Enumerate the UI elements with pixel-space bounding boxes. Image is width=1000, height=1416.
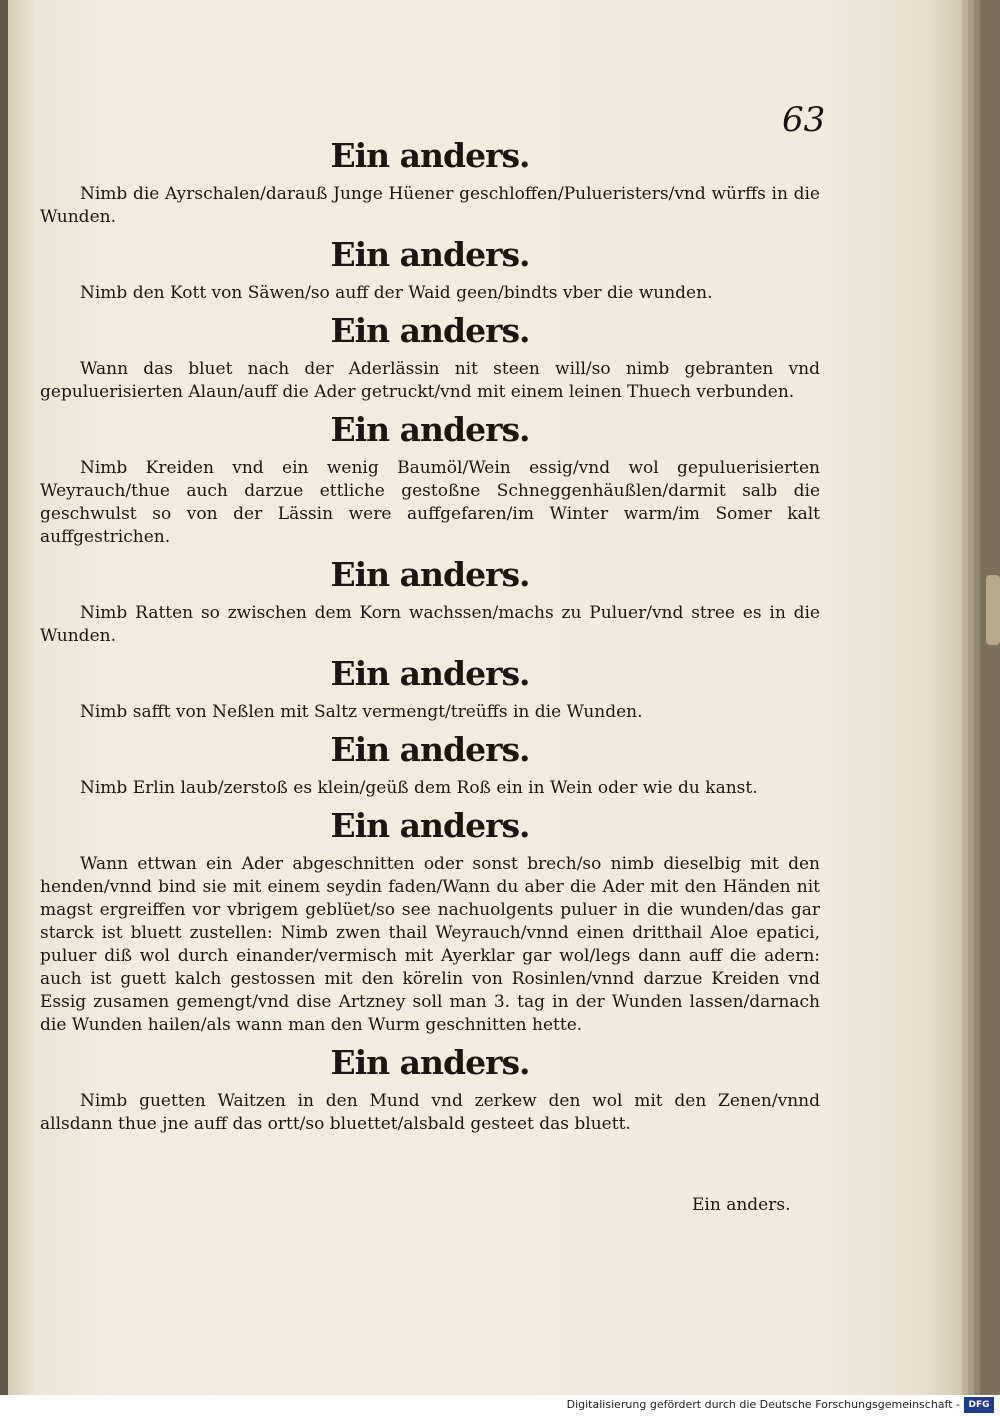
section-text: Nimb Erlin laub/zerstoß es klein/geüß dem Roß ein in Wein oder wie du kanst. [80,778,758,798]
recipe-section [40,136,820,229]
page-content [40,130,820,1136]
recipe-section [40,1043,820,1136]
page-edge [980,0,1000,1395]
recipe-section [40,410,820,549]
recipe-section [40,235,820,305]
recipe-section [40,730,820,800]
section-text: Nimb guetten Waitzen in den Mund vnd zerkew den wol mit den Zenen/vnnd allsdann thue jne auff das ortt/so bluettet/alsbald gesteet das bluett. [40,1091,820,1134]
dfg-logo: DFG [964,1397,994,1413]
recipe-section [40,806,820,1037]
digitization-footer [0,1395,1000,1416]
section-text: Nimb Ratten so zwischen dem Korn wachssen/machs zu Puluer/vnd stree es in die Wunden. [40,603,820,646]
section-text: Nimb die Ayrschalen/darauß Junge Hüener geschloffen/Pulueristers/vnd würffs in die Wunden. [40,184,820,227]
section-heading: Ein anders. [330,1043,530,1082]
section-heading: Ein anders. [330,730,530,769]
bookmark-ribbon [986,575,1000,645]
page-number: 63 [782,100,826,140]
recipe-section [40,555,820,648]
recipe-section [40,311,820,404]
recipe-section [40,654,820,724]
section-text: Nimb safft von Neßlen mit Saltz vermengt/treüffs in die Wunden. [80,702,643,722]
section-text: Wann ettwan ein Ader abgeschnitten oder sonst brech/so nimb dieselbig mit den henden/vnnd bind sie mit einem seydin faden/Wann du aber die Ader mit den Händen nit magst ergreiffen vor vbrigem geblüet/so see nachuolgents puluer in die wunden/das gar starck ist bluett zustellen: Nimb zwen thail Weyrauch/vnnd einen dritthail Aloe epatici, puluer diß wol durch einander/vermisch mit Ayerklar gar wol/legs dann auff die adern: auch ist guett kalch gestossen mit den körelin von Rosinlen/vnnd darzue Kreiden vnd Essig zusamen gemengt/vnd dise Artzney soll man 3. tag in der Wunden lassen/darnach die Wunden hailen/als wann man den Wurm geschnitten hette. [40,854,820,1035]
section-heading: Ein anders. [330,654,530,693]
footer-credit: Digitalisierung gefördert durch die Deutsche Forschungsgemeinschaft - [566,1398,960,1411]
section-heading: Ein anders. [330,311,530,350]
catchword: Ein anders. [692,1195,791,1215]
section-heading: Ein anders. [330,235,530,274]
section-heading: Ein anders. [330,806,530,845]
section-heading: Ein anders. [330,136,530,175]
section-text: Wann das bluet nach der Aderlässin nit steen will/so nimb gebranten vnd gepuluerisierten Alaun/auff die Ader getruckt/vnd mit einem leinen Thuech verbunden. [40,359,820,402]
section-heading: Ein anders. [330,555,530,594]
section-text: Nimb Kreiden vnd ein wenig Baumöl/Wein essig/vnd wol gepuluerisierten Weyrauch/thue auch darzue ettliche gestoßne Schneggenhäußlen/darmit salb die geschwulst so von der Lässin were auffgefaren/im Winter warm/im Somer kalt auffgestrichen. [40,458,820,547]
section-heading: Ein anders. [330,410,530,449]
section-text: Nimb den Kott von Säwen/so auff der Waid geen/bindts vber die wunden. [80,283,713,303]
